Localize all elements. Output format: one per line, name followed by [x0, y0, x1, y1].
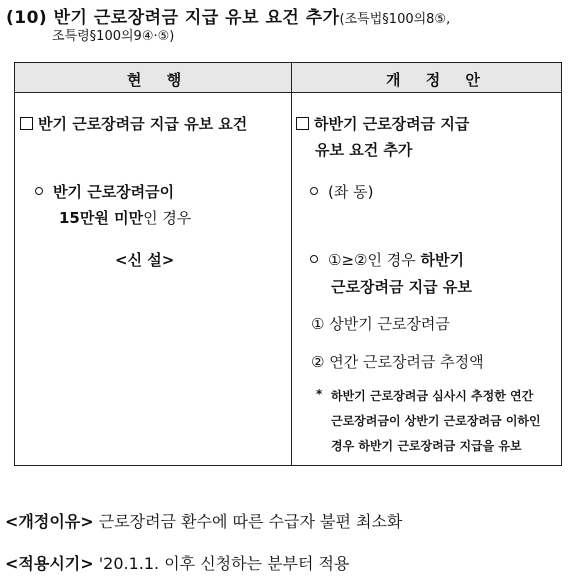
condition-prefix: ①≥②인 경우: [328, 251, 416, 269]
effective-date-label: <적용시기>: [5, 554, 94, 573]
current-item-text: 반기 근로장려금이: [53, 183, 175, 201]
current-heading: [20, 113, 247, 134]
revision-reason-label: <개정이유>: [5, 512, 94, 531]
condition-bold: 하반기: [420, 251, 464, 269]
bullet-circle-icon: [310, 187, 318, 195]
checkbox-square-icon: [20, 117, 33, 130]
comparison-table: [14, 62, 562, 466]
footnote-line2: 근로장려금이 상반기 근로장려금 이하인: [331, 414, 541, 428]
current-item-rest: 인 경우: [143, 209, 192, 227]
footnote-star: *: [316, 387, 323, 401]
current-amount: 15만원 미만: [59, 209, 144, 227]
footnote-line1: 하반기 근로장려금 심사시 추정한 연간: [331, 389, 534, 403]
legal-reference-2: 조특령§100의9④·⑤): [52, 29, 175, 44]
section-number: (10): [6, 8, 48, 28]
proposed-heading-line2: 유보 요건 추가: [315, 141, 413, 159]
footnote-line3: 경우 하반기 근로장려금 지급을 유보: [331, 439, 522, 453]
proposed-same: [310, 181, 373, 202]
proposed-heading-line1: [296, 113, 469, 134]
checkbox-square-icon: [296, 117, 309, 130]
proposed-condition-line1: [310, 249, 464, 270]
section-heading: 반기 근로장려금 지급 유보 요건 추가: [53, 8, 340, 28]
column-divider: [291, 63, 292, 465]
legal-reference-1: (조특법§100의8⑤,: [339, 12, 451, 27]
proposed-condition-line2: 근로장려금 지급 유보: [331, 278, 472, 296]
revision-reason: [5, 509, 402, 532]
current-item-line1: [35, 181, 174, 202]
new-label: <신 설>: [115, 251, 175, 269]
sub-item-2: ② 연간 근로장려금 추정액: [311, 353, 484, 371]
current-heading-text: 반기 근로장려금 지급 유보 요건: [38, 115, 248, 133]
proposed-heading-text: 하반기 근로장려금 지급: [314, 115, 470, 133]
sub-item-1: ① 상반기 근로장려금: [311, 315, 450, 333]
current-item-line2: [59, 207, 191, 228]
header-current: 현 행: [127, 71, 192, 89]
effective-date-text: '20.1.1. 이후 신청하는 분부터 적용: [98, 554, 350, 573]
bullet-circle-icon: [310, 255, 318, 263]
header-proposed: 개 정 안: [386, 71, 490, 89]
effective-date: [5, 551, 349, 574]
revision-reason-text: 근로장려금 환수에 따른 수급자 불편 최소화: [98, 512, 403, 531]
bullet-circle-icon: [35, 187, 43, 195]
same-as-left: (좌 동): [328, 183, 374, 201]
